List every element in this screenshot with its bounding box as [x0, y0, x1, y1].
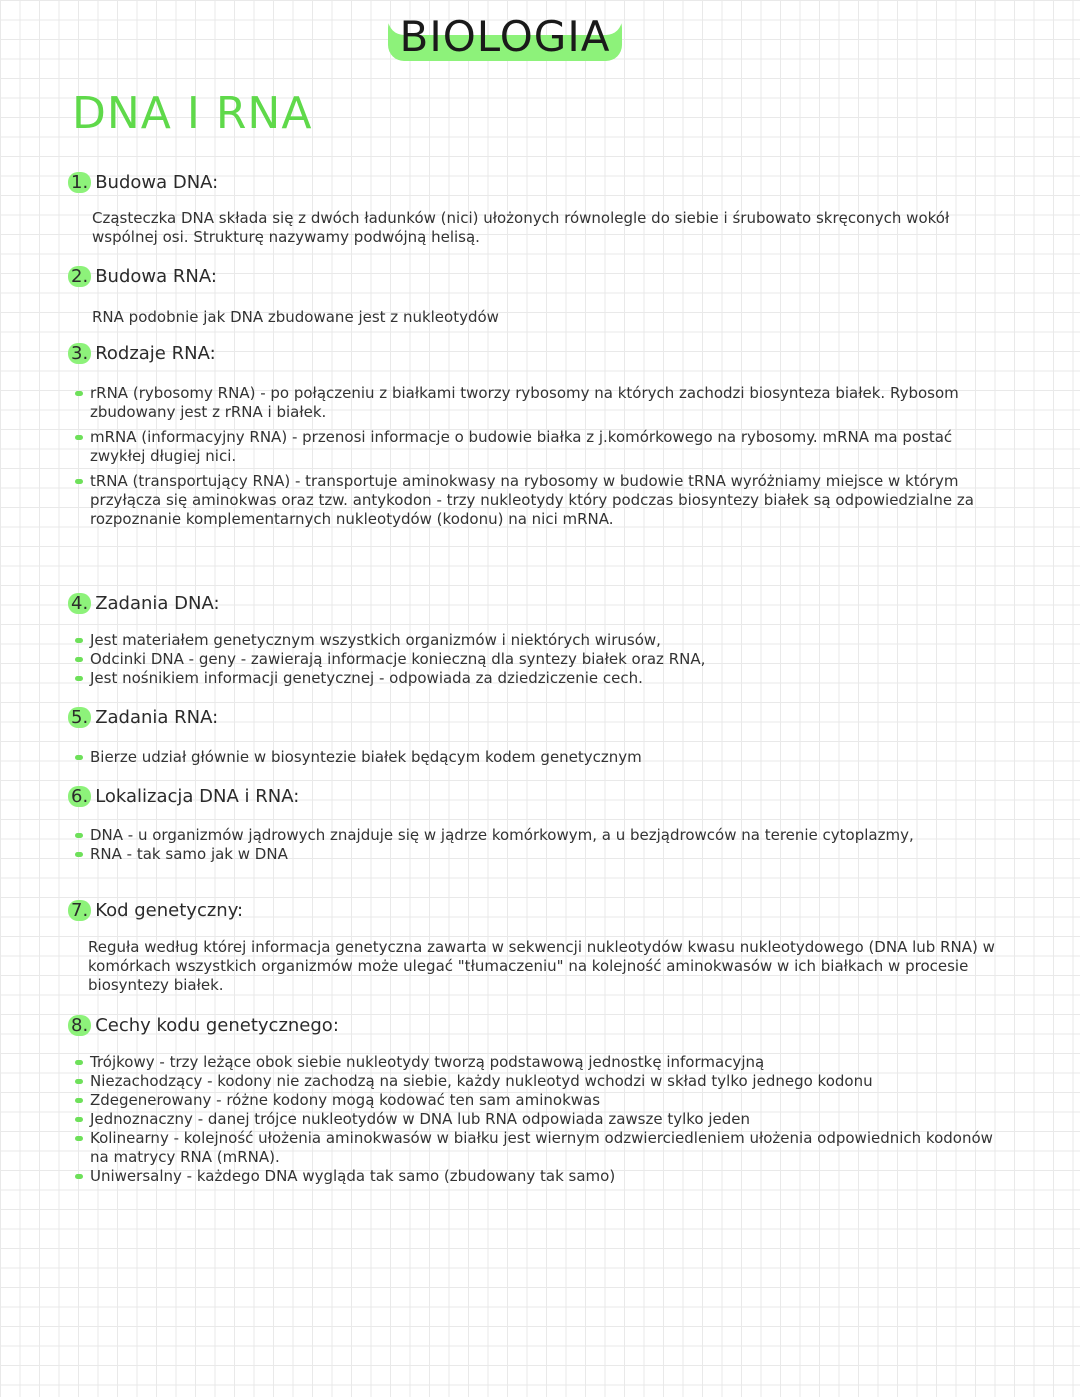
list-item: Trójkowy - trzy leżące obok siebie nukleotydy tworzą podstawową jednostkę informacyjną — [72, 1053, 1012, 1072]
section-number: 2. — [68, 266, 91, 287]
section-heading-1 — [68, 172, 218, 193]
section-heading-8 — [68, 1015, 339, 1036]
section-heading-6 — [68, 786, 299, 807]
section-text-2: RNA podobnie jak DNA zbudowane jest z nukleotydów — [92, 308, 499, 326]
section-number: 1. — [68, 172, 91, 193]
list-item: Odcinki DNA - geny - zawierają informacje konieczną dla syntezy białek oraz RNA, — [72, 650, 1007, 669]
section-heading-2 — [68, 266, 217, 287]
list-item: Zdegenerowany - różne kodony mogą kodować ten sam aminokwas — [72, 1091, 1012, 1110]
section-text-1: Cząsteczka DNA składa się z dwóch ładunków (nici) ułożonych równolegle do siebie i śrubowato skręconych wokół wspólnej osi. Strukturę nazywamy podwójną helisą. — [92, 209, 950, 246]
section-heading-7 — [68, 900, 243, 921]
section-number: 5. — [68, 707, 91, 728]
page-title: BIOLOGIA — [0, 12, 1010, 61]
section-title: Budowa RNA: — [95, 266, 217, 287]
section-number: 4. — [68, 593, 91, 614]
section-number: 6. — [68, 786, 91, 807]
dna-tasks-list — [72, 631, 1007, 688]
list-item: RNA - tak samo jak w DNA — [72, 845, 1007, 864]
list-item: Jest materiałem genetycznym wszystkich organizmów i niektórych wirusów, — [72, 631, 1007, 650]
section-text-7: Reguła według której informacja genetyczna zawarta w sekwencji nukleotydów kwasu nukleotydowego (DNA lub RNA) w komórkach wszystkich organizmów może ulegać "tłumaczeniu" na kolejność aminokwasów w ich białkach w procesie biosyntezy białek. — [88, 938, 995, 994]
list-item: rRNA (rybosomy RNA) - po połączeniu z białkami tworzy rybosomy na których zachodzi biosynteza białek. Rybosom zbudowany jest z rRNA i białek. — [72, 384, 1007, 422]
section-heading-4 — [68, 593, 220, 614]
rna-types-list — [72, 384, 1007, 535]
section-title: Zadania DNA: — [95, 593, 220, 614]
section-title: Budowa DNA: — [95, 172, 219, 193]
section-title: Zadania RNA: — [95, 707, 219, 728]
list-item: Jest nośnikiem informacji genetycznej - odpowiada za dziedziczenie cech. — [72, 669, 1007, 688]
section-number: 8. — [68, 1015, 91, 1036]
section-heading-3 — [68, 343, 216, 364]
list-item: Niezachodzący - kodony nie zachodzą na siebie, każdy nukleotyd wchodzi w skład tylko jednego kodonu — [72, 1072, 1012, 1091]
section-title: Cechy kodu genetycznego: — [95, 1015, 339, 1036]
list-item: Uniwersalny - każdego DNA wygląda tak samo (zbudowany tak samo) — [72, 1167, 1012, 1186]
section-title: Lokalizacja DNA i RNA: — [95, 786, 300, 807]
rna-tasks-list — [72, 748, 1007, 773]
localization-list — [72, 826, 1007, 864]
list-item: Bierze udział głównie w biosyntezie białek będącym kodem genetycznym — [72, 748, 1007, 767]
section-number: 7. — [68, 900, 91, 921]
section-number: 3. — [68, 343, 91, 364]
section-title: Kod genetyczny: — [95, 900, 244, 921]
code-features-list — [72, 1053, 1012, 1186]
list-item: DNA - u organizmów jądrowych znajduje się w jądrze komórkowym, a u bezjądrowców na terenie cytoplazmy, — [72, 826, 1007, 845]
list-item: Kolinearny - kolejność ułożenia aminokwasów w białku jest wiernym odzwierciedleniem ułożenia odpowiednich kodonów na matrycy RNA (mRNA). — [72, 1129, 1012, 1167]
list-item: Jednoznaczny - danej trójce nukleotydów w DNA lub RNA odpowiada zawsze tylko jeden — [72, 1110, 1012, 1129]
section-title: Rodzaje RNA: — [95, 343, 216, 364]
list-item: tRNA (transportujący RNA) - transportuje aminokwasy na rybosomy w budowie tRNA wyróżniamy miejsce w którym przyłącza się aminokwas oraz tzw. antykodon - trzy nukleotydy który podczas biosyntezy białek są odpowiedzialne za rozpoznanie komplementarnych nukleotydów (kodonu) na nici mRNA. — [72, 472, 1007, 529]
list-item: mRNA (informacyjny RNA) - przenosi informacje o budowie białka z j.komórkowego na rybosomy. mRNA ma postać zwykłej długiej nici. — [72, 428, 1007, 466]
main-heading: DNA I RNA — [72, 88, 313, 139]
section-heading-5 — [68, 707, 218, 728]
